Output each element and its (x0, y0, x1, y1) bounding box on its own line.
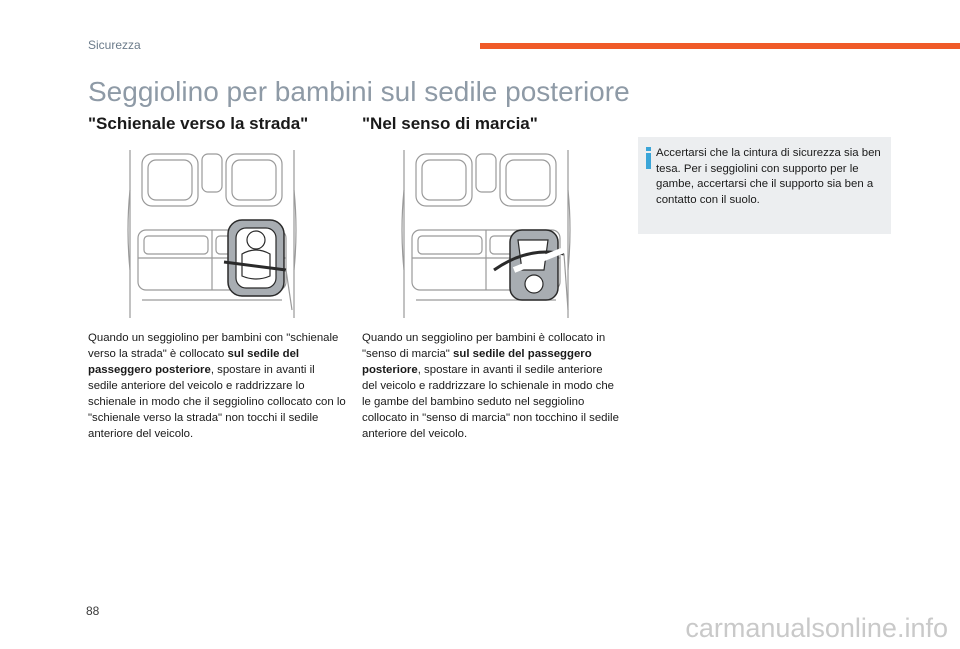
rear-facing-heading: "Schienale verso la strada" (88, 114, 309, 133)
watermark: carmanualsonline.info (685, 613, 948, 643)
rear-facing-seat (224, 220, 292, 310)
forward-facing-heading: "Nel senso di marcia" (362, 114, 538, 133)
forward-facing-instructions: Quando un seggiolino per bambini è collocato in "senso di marcia" sul sedile del passeggero posteriore, spostare in avanti il sedile anteriore del veicolo e raddrizzare lo schienale in modo che le gambe del bambino seduto nel seggiolino collocato in "senso di marcia" non tocchino il sedile anteriore del veicolo. (362, 332, 619, 440)
section-label: Sicurezza (88, 38, 141, 52)
forward-facing-seat (494, 230, 568, 310)
info-icon (646, 147, 651, 169)
info-note-text: Accertarsi che la cintura di sicurezza sia ben tesa. Per i seggiolini con supporto per le gambe, accertarsi che il supporto sia ben a contatto con il suolo. (656, 147, 881, 206)
rear-facing-child-seat-illustration (124, 150, 300, 318)
forward-facing-child-seat-illustration (398, 150, 574, 318)
page-number: 88 (86, 604, 100, 618)
rear-facing-instructions: Quando un seggiolino per bambini con "schienale verso la strada" è collocato sul sedile del passeggero posteriore, spostare in avanti il sedile anteriore del veicolo e raddrizzare lo schienale in modo che il seggiolino collocato con lo "schienale verso la strada" non tocchi il sedile anteriore del veicolo. (88, 332, 346, 440)
info-note (638, 137, 891, 234)
section-accent-bar (480, 43, 960, 49)
page-title: Seggiolino per bambini sul sedile posteriore (88, 76, 630, 107)
